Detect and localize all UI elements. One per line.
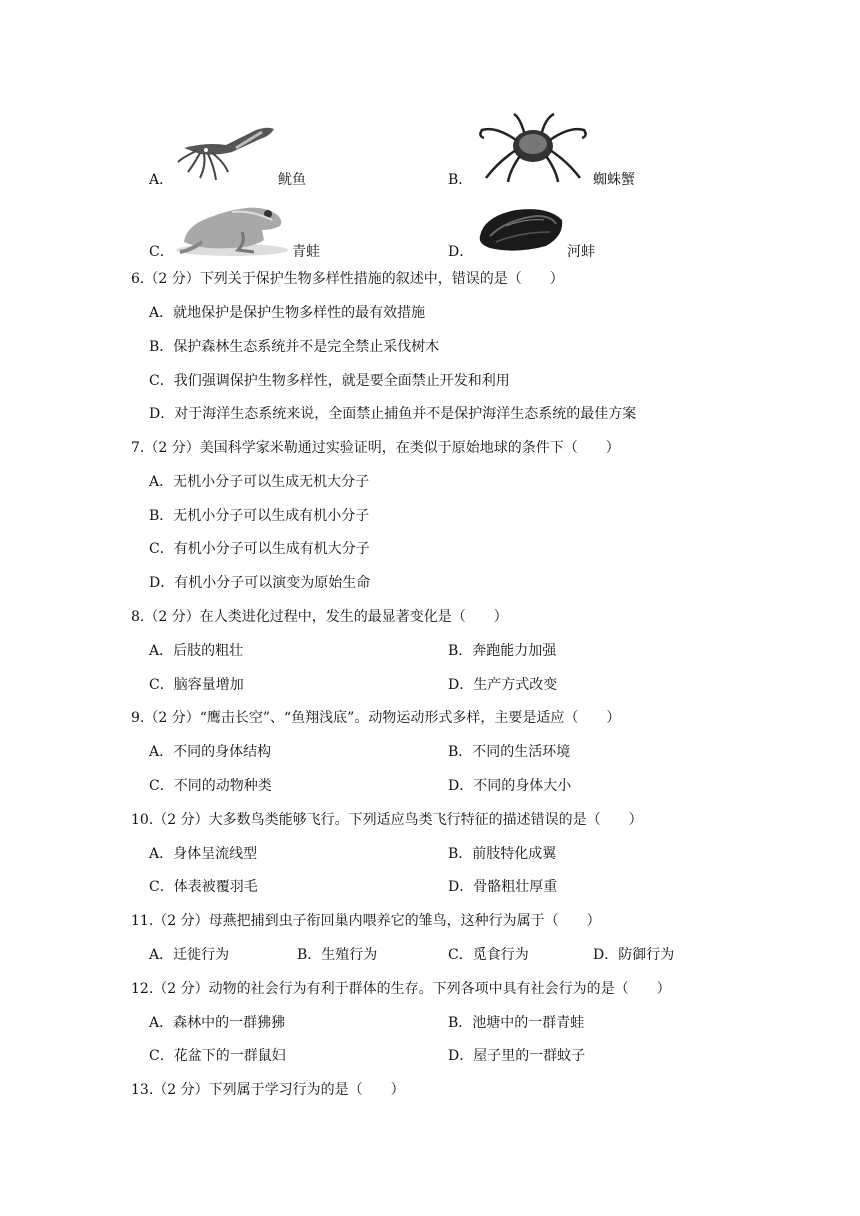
question-11-option-c: C．觅食行为 bbox=[448, 947, 529, 963]
question-9-option-a: A．不同的身体结构 bbox=[149, 744, 272, 760]
question-9-option-b: B．不同的生活环境 bbox=[448, 744, 571, 760]
question-12-stem: 12.（2 分）动物的社会行为有利于群体的生存。下列各项中具有社会行为的是（ ） bbox=[131, 981, 671, 997]
question-10-option-a: A．身体呈流线型 bbox=[149, 846, 258, 862]
question-12-option-b: B．池塘中的一群青蛙 bbox=[448, 1015, 585, 1031]
question-10-option-b: B．前肢特化成翼 bbox=[448, 846, 557, 862]
question-10-stem: 10.（2 分）大多数鸟类能够飞行。下列适应鸟类飞行特征的描述错误的是（ ） bbox=[131, 812, 643, 828]
q5-option-c-name: 青蛙 bbox=[292, 244, 320, 260]
q5-option-b-name: 蜘蛛蟹 bbox=[593, 172, 635, 188]
question-13-stem: 13.（2 分）下列属于学习行为的是（ ） bbox=[131, 1082, 405, 1098]
question-12-option-a: A．森林中的一群狒狒 bbox=[149, 1015, 286, 1031]
question-9-option-c: C．不同的动物种类 bbox=[149, 778, 272, 794]
q5-option-d-name: 河蚌 bbox=[567, 244, 595, 260]
question-11-stem: 11.（2 分）母燕把捕到虫子衔回巢内喂养它的雏鸟，这种行为属于（ ） bbox=[131, 913, 601, 929]
question-11-option-d: D．防御行为 bbox=[593, 947, 675, 963]
mussel-image bbox=[476, 206, 566, 254]
question-7-stem: 7.（2 分）美国科学家米勒通过实验证明，在类似于原始地球的条件下（ ） bbox=[131, 440, 620, 456]
question-10-option-d: D．骨骼粗壮厚重 bbox=[448, 879, 558, 895]
question-12-option-d: D．屋子里的一群蚊子 bbox=[448, 1048, 586, 1064]
question-6-option-d: D．对于海洋生态系统来说，全面禁止捕鱼并不是保护海洋生态系统的最佳方案 bbox=[149, 406, 637, 422]
q5-option-a-name: 鱿鱼 bbox=[278, 172, 306, 188]
question-6-option-b: B．保护森林生态系统并不是完全禁止采伐树木 bbox=[149, 339, 440, 355]
question-7-option-b: B．无机小分子可以生成有机小分子 bbox=[149, 508, 370, 524]
question-11-option-a: A．迁徙行为 bbox=[149, 947, 230, 963]
question-8-option-b: B．奔跑能力加强 bbox=[448, 643, 557, 659]
frog-image bbox=[172, 202, 290, 258]
question-9-stem: 9.（2 分）“鹰击长空”、“鱼翔浅底”。动物运动形式多样，主要是适应（ ） bbox=[131, 710, 621, 726]
question-11-option-b: B．生殖行为 bbox=[297, 947, 378, 963]
question-6-stem: 6.（2 分）下列关于保护生物多样性措施的叙述中，错误的是（ ） bbox=[131, 271, 564, 287]
q5-option-b-letter: B． bbox=[448, 172, 473, 188]
question-7-option-a: A．无机小分子可以生成无机大分子 bbox=[149, 474, 370, 490]
question-10-option-c: C．体表被覆羽毛 bbox=[149, 879, 258, 895]
spider-crab-image bbox=[474, 112, 592, 184]
question-6-option-c: C．我们强调保护生物多样性，就是要全面禁止开发和利用 bbox=[149, 373, 510, 389]
question-8-option-c: C．脑容量增加 bbox=[149, 677, 244, 693]
question-6-option-a: A．就地保护是保护生物多样性的最有效措施 bbox=[149, 305, 426, 321]
question-12-option-c: C．花盆下的一群鼠妇 bbox=[149, 1048, 286, 1064]
q5-option-a-letter: A． bbox=[149, 172, 174, 188]
question-7-option-d: D．有机小分子可以演变为原始生命 bbox=[149, 575, 371, 591]
q5-option-c-letter: C． bbox=[149, 244, 174, 260]
question-8-option-a: A．后肢的粗壮 bbox=[149, 643, 244, 659]
question-8-option-d: D．生产方式改变 bbox=[448, 677, 558, 693]
question-9-option-d: D．不同的身体大小 bbox=[448, 778, 572, 794]
q5-option-d-letter: D． bbox=[448, 244, 474, 260]
squid-image bbox=[176, 120, 278, 184]
question-8-stem: 8.（2 分）在人类进化过程中，发生的最显著变化是（ ） bbox=[131, 609, 508, 625]
question-7-option-c: C．有机小分子可以生成有机大分子 bbox=[149, 541, 370, 557]
